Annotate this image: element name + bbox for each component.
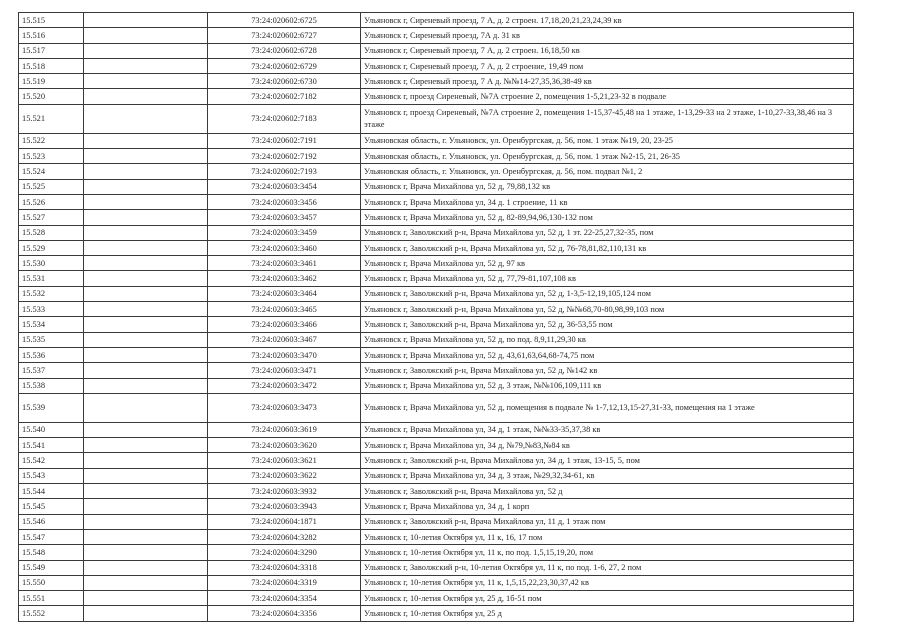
table-row	[19, 560, 854, 575]
table-row	[19, 271, 854, 286]
table-row	[19, 484, 854, 499]
empty-cell	[84, 422, 208, 437]
address-cell: Ульяновск г, Сиреневый проезд, 7 А, д. 2 строен. 17,18,20,21,23,24,39 кв	[361, 13, 854, 28]
register-table	[18, 12, 854, 622]
row-number: 15.538	[19, 378, 84, 393]
table-row	[19, 545, 854, 560]
address-cell: Ульяновск г, Заволжский р-н, Врача Михайлова ул, 34 д, 1 этаж, 13-15, 5, пом	[361, 453, 854, 468]
cadastral-number: 73:24:020604:1871	[208, 514, 361, 529]
cadastral-number: 73:24:020602:7183	[208, 104, 361, 133]
empty-cell	[84, 514, 208, 529]
cadastral-number: 73:24:020604:3318	[208, 560, 361, 575]
address-cell: Ульяновск г, Врача Михайлова ул, 52 д, 43,61,63,64,68-74,75 пом	[361, 347, 854, 362]
empty-cell	[84, 133, 208, 148]
row-number: 15.524	[19, 164, 84, 179]
empty-cell	[84, 453, 208, 468]
row-number: 15.517	[19, 43, 84, 58]
row-number: 15.526	[19, 194, 84, 209]
row-number: 15.551	[19, 591, 84, 606]
empty-cell	[84, 378, 208, 393]
empty-cell	[84, 13, 208, 28]
address-cell: Ульяновск г, Заволжский р-н, Врача Михайлова ул, 52 д, 1 эт. 22-25,27,32-35, пом	[361, 225, 854, 240]
cadastral-number: 73:24:020603:3461	[208, 256, 361, 271]
empty-cell	[84, 302, 208, 317]
empty-cell	[84, 438, 208, 453]
cadastral-number: 73:24:020603:3472	[208, 378, 361, 393]
table-row	[19, 256, 854, 271]
row-number: 15.537	[19, 363, 84, 378]
address-cell: Ульяновск г, 10-летия Октября ул, 25 д	[361, 606, 854, 621]
empty-cell	[84, 545, 208, 560]
address-cell: Ульяновск г, Сиреневый проезд, 7А д. 31 кв	[361, 28, 854, 43]
cadastral-number: 73:24:020604:3290	[208, 545, 361, 560]
empty-cell	[84, 468, 208, 483]
cadastral-number: 73:24:020603:3462	[208, 271, 361, 286]
table-row	[19, 302, 854, 317]
table-row	[19, 393, 854, 422]
empty-cell	[84, 363, 208, 378]
cadastral-number: 73:24:020603:3943	[208, 499, 361, 514]
cadastral-number: 73:24:020603:3454	[208, 179, 361, 194]
cadastral-number: 73:24:020603:3459	[208, 225, 361, 240]
cadastral-number: 73:24:020603:3619	[208, 422, 361, 437]
empty-cell	[84, 179, 208, 194]
address-cell: Ульяновск г, Врача Михайлова ул, 34 д, №79,№83,№84 кв	[361, 438, 854, 453]
row-number: 15.519	[19, 74, 84, 89]
row-number: 15.542	[19, 453, 84, 468]
empty-cell	[84, 529, 208, 544]
address-cell: Ульяновск г, Заволжский р-н, Врача Михайлова ул, 52 д, 76-78,81,82,110,131 кв	[361, 240, 854, 255]
empty-cell	[84, 286, 208, 301]
empty-cell	[84, 28, 208, 43]
table-row	[19, 363, 854, 378]
empty-cell	[84, 104, 208, 133]
address-cell: Ульяновск г, Заволжский р-н, Врача Михайлова ул, 11 д, 1 этаж пом	[361, 514, 854, 529]
table-row	[19, 13, 854, 28]
row-number: 15.525	[19, 179, 84, 194]
address-cell: Ульяновск г, Заволжский р-н, Врача Михайлова ул, 52 д, №№68,70-80,98,99,103 пом	[361, 302, 854, 317]
cadastral-number: 73:24:020603:3470	[208, 347, 361, 362]
empty-cell	[84, 149, 208, 164]
address-cell: Ульяновск г, 10-летия Октября ул, 25 д, 1б-51 пом	[361, 591, 854, 606]
address-cell: Ульяновск г, 10-летия Октября ул, 11 к, 1,5,15,22,23,30,37,42 кв	[361, 575, 854, 590]
cadastral-number: 73:24:020603:3457	[208, 210, 361, 225]
row-number: 15.527	[19, 210, 84, 225]
empty-cell	[84, 58, 208, 73]
cadastral-number: 73:24:020604:3282	[208, 529, 361, 544]
table-row	[19, 43, 854, 58]
row-number: 15.543	[19, 468, 84, 483]
row-number: 15.545	[19, 499, 84, 514]
table-row	[19, 378, 854, 393]
empty-cell	[84, 317, 208, 332]
row-number: 15.540	[19, 422, 84, 437]
cadastral-number: 73:24:020602:6729	[208, 58, 361, 73]
cadastral-number: 73:24:020602:6728	[208, 43, 361, 58]
table-row	[19, 225, 854, 240]
row-number: 15.552	[19, 606, 84, 621]
table-row	[19, 347, 854, 362]
cadastral-number: 73:24:020602:7182	[208, 89, 361, 104]
row-number: 15.520	[19, 89, 84, 104]
table-row	[19, 575, 854, 590]
empty-cell	[84, 606, 208, 621]
table-row	[19, 332, 854, 347]
table-row	[19, 468, 854, 483]
empty-cell	[84, 591, 208, 606]
row-number: 15.535	[19, 332, 84, 347]
address-cell: Ульяновск г, Врача Михайлова ул, 34 д, 1 корп	[361, 499, 854, 514]
cadastral-number: 73:24:020603:3471	[208, 363, 361, 378]
empty-cell	[84, 164, 208, 179]
row-number: 15.531	[19, 271, 84, 286]
row-number: 15.534	[19, 317, 84, 332]
empty-cell	[84, 43, 208, 58]
table-row	[19, 194, 854, 209]
row-number: 15.533	[19, 302, 84, 317]
table-row	[19, 179, 854, 194]
row-number: 15.536	[19, 347, 84, 362]
empty-cell	[84, 347, 208, 362]
cadastral-number: 73:24:020603:3464	[208, 286, 361, 301]
row-number: 15.547	[19, 529, 84, 544]
table-row	[19, 240, 854, 255]
address-cell: Ульяновск г, 10-летия Октября ул, 11 к, по под. 1,5,15,19,20, пом	[361, 545, 854, 560]
row-number: 15.541	[19, 438, 84, 453]
address-cell: Ульяновская область, г. Ульяновск, ул. Оренбургская, д. 56, пом. 1 этаж №2-15, 21, 26-35	[361, 149, 854, 164]
cadastral-number: 73:24:020604:3356	[208, 606, 361, 621]
table-row	[19, 453, 854, 468]
cadastral-number: 73:24:020603:3456	[208, 194, 361, 209]
cadastral-number: 73:24:020603:3620	[208, 438, 361, 453]
table-row	[19, 89, 854, 104]
empty-cell	[84, 256, 208, 271]
empty-cell	[84, 194, 208, 209]
table-row	[19, 149, 854, 164]
address-cell: Ульяновск г, Врача Михайлова ул, 34 д. 1 строение, 11 кв	[361, 194, 854, 209]
row-number: 15.532	[19, 286, 84, 301]
row-number: 15.549	[19, 560, 84, 575]
address-cell: Ульяновск г, Заволжский р-н, 10-летия Октября ул, 11 к, по под. 1-6, 27, 2 пом	[361, 560, 854, 575]
row-number: 15.529	[19, 240, 84, 255]
table-row	[19, 317, 854, 332]
register-rows	[19, 13, 854, 622]
table-row	[19, 606, 854, 621]
table-row	[19, 133, 854, 148]
cadastral-number: 73:24:020602:7191	[208, 133, 361, 148]
cadastral-number: 73:24:020604:3319	[208, 575, 361, 590]
empty-cell	[84, 271, 208, 286]
table-row	[19, 514, 854, 529]
cadastral-number: 73:24:020603:3466	[208, 317, 361, 332]
address-cell: Ульяновск г, проезд Сиреневый, №7А строение 2, помещения 1-15,37-45,48 на 1 этаже, 1-13,29-33 на 2 этаже, 1-10,27-33,38,46 на 3 этаже	[361, 104, 854, 133]
cadastral-number: 73:24:020603:3932	[208, 484, 361, 499]
table-row	[19, 58, 854, 73]
empty-cell	[84, 499, 208, 514]
empty-cell	[84, 74, 208, 89]
cadastral-number: 73:24:020602:6725	[208, 13, 361, 28]
empty-cell	[84, 393, 208, 422]
address-cell: Ульяновск г, Врача Михайлова ул, 34 д, 1 этаж, №№33-35,37,38 кв	[361, 422, 854, 437]
empty-cell	[84, 210, 208, 225]
row-number: 15.528	[19, 225, 84, 240]
address-cell: Ульяновск г, Врача Михайлова ул, 34 д, 3 этаж, №29,32,34-61, кв	[361, 468, 854, 483]
address-cell: Ульяновск г, Врача Михайлова ул, 52 д, 79,88,132 кв	[361, 179, 854, 194]
address-cell: Ульяновск г, Заволжский р-н, Врача Михайлова ул, 52 д	[361, 484, 854, 499]
empty-cell	[84, 225, 208, 240]
address-cell: Ульяновск г, Сиреневый проезд, 7 А д. №№14-27,35,36,38-49 кв	[361, 74, 854, 89]
row-number: 15.546	[19, 514, 84, 529]
address-cell: Ульяновск г, Заволжский р-н, Врача Михайлова ул, 52 д, 36-53,55 пом	[361, 317, 854, 332]
row-number: 15.522	[19, 133, 84, 148]
address-cell: Ульяновск г, Врача Михайлова ул, 52 д, по под. 8,9,11,29,30 кв	[361, 332, 854, 347]
row-number: 15.521	[19, 104, 84, 133]
cadastral-number: 73:24:020604:3354	[208, 591, 361, 606]
table-row	[19, 164, 854, 179]
cadastral-number: 73:24:020603:3465	[208, 302, 361, 317]
row-number: 15.550	[19, 575, 84, 590]
address-cell: Ульяновск г, Врача Михайлова ул, 52 д, 97 кв	[361, 256, 854, 271]
address-cell: Ульяновская область, г. Ульяновск, ул. Оренбургская, д. 56, пом. подвал №1, 2	[361, 164, 854, 179]
cadastral-number: 73:24:020603:3622	[208, 468, 361, 483]
cadastral-number: 73:24:020602:6727	[208, 28, 361, 43]
row-number: 15.544	[19, 484, 84, 499]
address-cell: Ульяновск г, Врача Михайлова ул, 52 д, помещения в подвале № 1-7,12,13,15-27,31-33, помещения на 1 этаже	[361, 393, 854, 422]
row-number: 15.518	[19, 58, 84, 73]
address-cell: Ульяновск г, Сиреневый проезд, 7 А, д. 2 строен. 16,18,50 кв	[361, 43, 854, 58]
table-row	[19, 210, 854, 225]
table-row	[19, 422, 854, 437]
table-row	[19, 529, 854, 544]
row-number: 15.539	[19, 393, 84, 422]
empty-cell	[84, 560, 208, 575]
table-row	[19, 74, 854, 89]
address-cell: Ульяновск г, проезд Сиреневый, №7А строение 2, помещения 1-5,21,23-32 в подвале	[361, 89, 854, 104]
cadastral-number: 73:24:020603:3621	[208, 453, 361, 468]
address-cell: Ульяновск г, Врача Михайлова ул, 52 д, 3 этаж, №№106,109,111 кв	[361, 378, 854, 393]
address-cell: Ульяновская область, г. Ульяновск, ул. Оренбургская, д. 56, пом. 1 этаж №19, 20, 23-25	[361, 133, 854, 148]
cadastral-number: 73:24:020603:3460	[208, 240, 361, 255]
address-cell: Ульяновск г, Врача Михайлова ул, 52 д, 82-89,94,96,130-132 пом	[361, 210, 854, 225]
address-cell: Ульяновск г, Сиреневый проезд, 7 А, д. 2 строение, 19,49 пом	[361, 58, 854, 73]
address-cell: Ульяновск г, Врача Михайлова ул, 52 д, 77,79-81,107,108 кв	[361, 271, 854, 286]
cadastral-number: 73:24:020603:3467	[208, 332, 361, 347]
address-cell: Ульяновск г, Заволжский р-н, Врача Михайлова ул, 52 д, 1-3,5-12,19,105,124 пом	[361, 286, 854, 301]
empty-cell	[84, 240, 208, 255]
cadastral-number: 73:24:020602:7193	[208, 164, 361, 179]
row-number: 15.548	[19, 545, 84, 560]
row-number: 15.516	[19, 28, 84, 43]
table-row	[19, 286, 854, 301]
row-number: 15.515	[19, 13, 84, 28]
empty-cell	[84, 332, 208, 347]
cadastral-number: 73:24:020603:3473	[208, 393, 361, 422]
empty-cell	[84, 89, 208, 104]
table-row	[19, 591, 854, 606]
empty-cell	[84, 484, 208, 499]
row-number: 15.523	[19, 149, 84, 164]
table-row	[19, 28, 854, 43]
row-number: 15.530	[19, 256, 84, 271]
cadastral-number: 73:24:020602:7192	[208, 149, 361, 164]
cadastral-number: 73:24:020602:6730	[208, 74, 361, 89]
address-cell: Ульяновск г, Заволжский р-н, Врача Михайлова ул, 52 д, №142 кв	[361, 363, 854, 378]
address-cell: Ульяновск г, 10-летия Октября ул, 11 к, 16, 17 пом	[361, 529, 854, 544]
table-row	[19, 438, 854, 453]
empty-cell	[84, 575, 208, 590]
table-row	[19, 499, 854, 514]
table-row	[19, 104, 854, 133]
